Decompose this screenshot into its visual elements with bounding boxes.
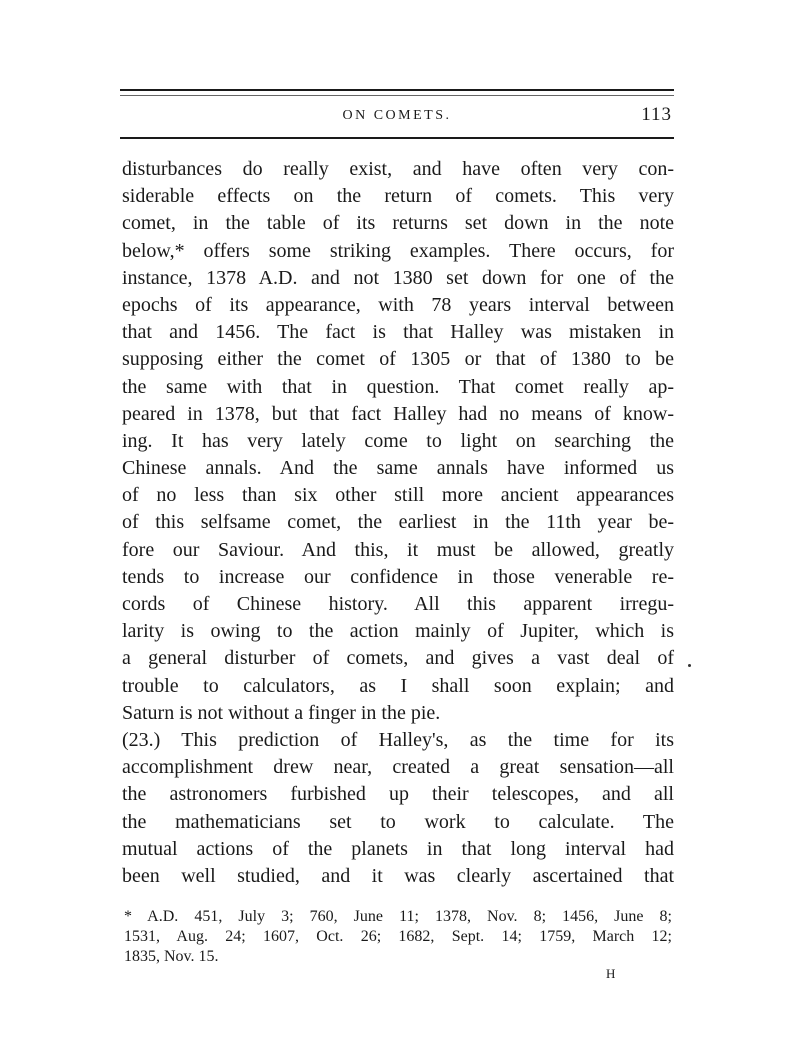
running-title: ON COMETS. <box>342 108 452 123</box>
header-rule-top-thin <box>120 95 674 96</box>
text-line: cords of Chinese history. All this apparent irregu- <box>122 593 674 615</box>
text-line: tends to increase our confidence in those venerable re- <box>122 565 674 588</box>
text-line: mutual actions of the planets in that long interval had <box>122 837 674 860</box>
text-line: ing. It has very lately come to light on searching the <box>122 429 674 452</box>
text-line: siderable effects on the return of comets. This very <box>122 185 674 208</box>
text-line: of this selfsame comet, the earliest in the 11th year be- <box>122 511 674 534</box>
text-line: the same with that in question. That comet really ap- <box>122 375 674 398</box>
text-line: that and 1456. The fact is that Halley was mistaken in <box>122 321 674 344</box>
ink-speck <box>688 664 691 667</box>
text-line: a general disturber of comets, and gives a vast deal of <box>122 647 674 670</box>
text-line: epochs of its appearance, with 78 years interval between <box>122 293 674 316</box>
text-line: the mathematicians set to work to calculate. The <box>122 810 674 833</box>
body-text <box>122 156 674 890</box>
text-line: below,* offers some striking examples. There occurs, for <box>122 239 674 262</box>
text-line: Chinese annals. And the same annals have informed us <box>122 457 674 480</box>
text-line: comet, in the table of its returns set down in the note <box>122 212 674 235</box>
page-number: 113 <box>641 104 672 125</box>
text-line: trouble to calculators, as I shall soon explain; and <box>122 674 674 697</box>
text-line: instance, 1378 A.D. and not 1380 set down for one of the <box>122 266 674 289</box>
text-line: larity is owing to the action mainly of Jupiter, which is <box>122 620 674 643</box>
text-line: the astronomers furbished up their telescopes, and all <box>122 783 674 806</box>
paragraph-start-line: (23.) This prediction of Halley's, as the time for its <box>122 728 674 751</box>
text-line: supposing either the comet of 1305 or that of 1380 to be <box>122 348 674 371</box>
text-line: fore our Saviour. And this, it must be allowed, greatly <box>122 538 674 561</box>
text-line: been well studied, and it was clearly ascertained that <box>122 864 674 887</box>
text-line: of no less than six other still more ancient appearances <box>122 484 674 507</box>
text-line: peared in 1378, but that fact Halley had no means of know- <box>122 402 674 425</box>
text-line: disturbances do really exist, and have often very con- <box>122 158 674 180</box>
text-line: accomplishment drew near, created a great sensation—all <box>122 756 674 779</box>
signature-mark: H <box>606 966 617 981</box>
footnote <box>124 907 672 967</box>
text-line: Saturn is not without a finger in the pie. <box>122 701 441 724</box>
footnote-line: 1835, Nov. 15. <box>124 948 219 965</box>
header-rule-bottom <box>120 137 674 139</box>
running-head <box>120 104 674 130</box>
footnote-line: 1531, Aug. 24; 1607, Oct. 26; 1682, Sept. 14; 1759, March 12; <box>124 928 672 945</box>
footnote-line: * A.D. 451, July 3; 760, June 11; 1378, Nov. 8; 1456, June 8; <box>124 908 672 925</box>
header-rule-top <box>120 89 674 91</box>
